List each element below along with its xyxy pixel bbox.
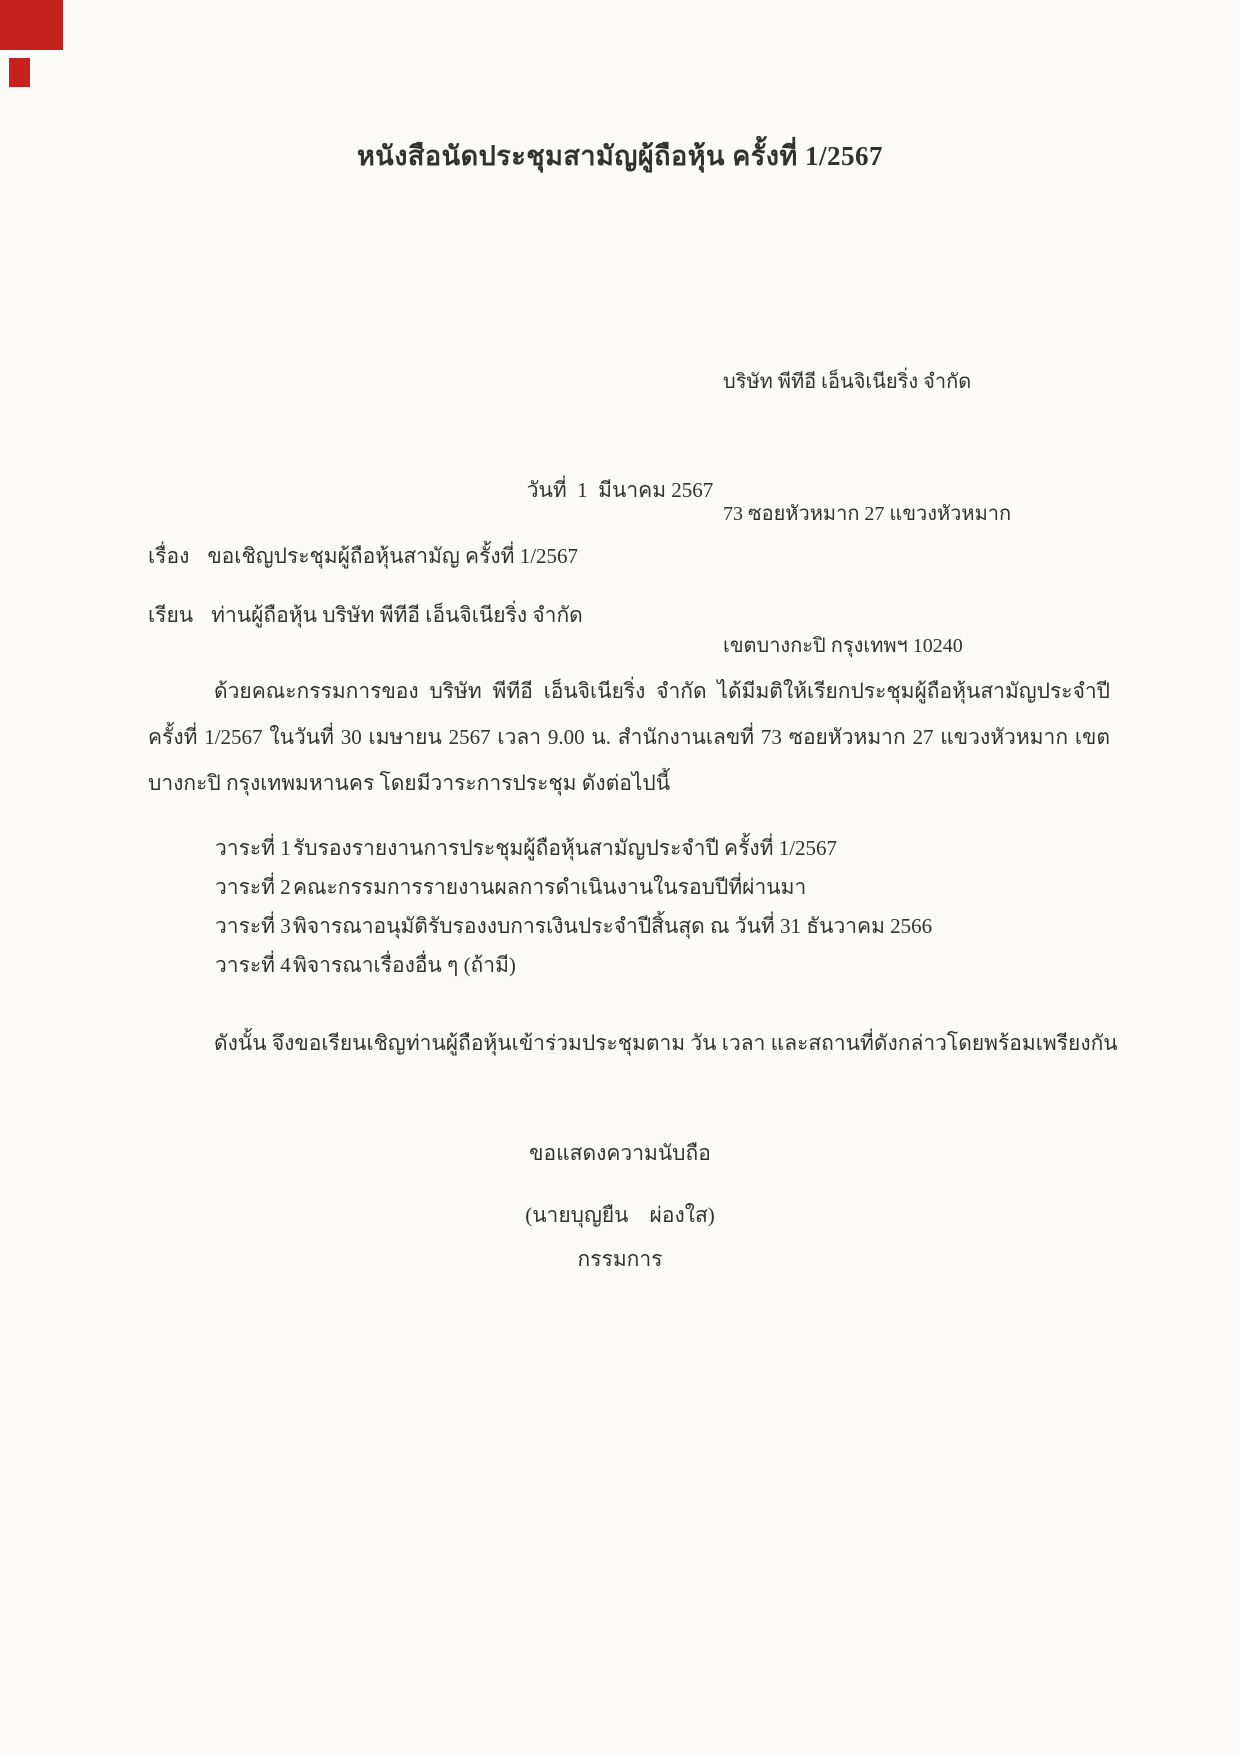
agenda-item-2-label: วาระที่ 2 [215,875,291,899]
scan-artifact-red-mark-small [9,58,30,87]
addressee-text: ท่านผู้ถือหุ้น บริษัท พีทีอี เอ็นจิเนียริ่ง จำกัด [211,603,583,627]
body-paragraph: ด้วยคณะกรรมการของ บริษัท พีทีอี เอ็นจิเนียริ่ง จำกัด ได้มีมติให้เรียกประชุมผู้ถือหุ้นสามัญประจำปี ครั้งที่ 1/2567 ในวันที่ 30 เมษายน 2567 เวลา 9.00 น. สำนักงานเลขที่ 73 ซอยหัวหมาก 27 แขวงหัวหมาก เขตบางกะปิ กรุงเทพมหานคร โดยมีวาระการประชุม ดังต่อไปนี้ [148,679,1110,795]
agenda-item-2 [215,868,932,907]
subject-line [148,540,578,573]
signatory-name: (นายบุญยืน ผ่องใส) [525,1203,715,1227]
addressee-line [148,599,583,632]
agenda-list [215,829,932,985]
document-title: หนังสือนัดประชุมสามัญผู้ถือหุ้น ครั้งที่ 1/2567 [356,141,884,171]
sender-address-line2: เขตบางกะปิ กรุงเทพฯ 10240 [723,635,963,657]
agenda-item-4-label: วาระที่ 4 [215,953,291,977]
letter-date: วันที่ 1 มีนาคม 2567 [526,478,714,502]
agenda-item-4-text: พิจารณาเรื่องอื่น ๆ (ถ้ามี) [293,953,516,977]
agenda-item-2-text: คณะกรรมการรายงานผลการดำเนินงานในรอบปีที่ผ่านมา [293,875,807,899]
signatory-position: กรรมการ [577,1247,663,1271]
scan-artifact-red-mark-corner [0,0,63,50]
subject-text: ขอเชิญประชุมผู้ถือหุ้นสามัญ ครั้งที่ 1/2567 [207,544,579,568]
agenda-item-1 [215,829,932,868]
signature-salutation: ขอแสดงความนับถือ [529,1141,711,1165]
agenda-item-3 [215,907,932,946]
closing-paragraph: ดังนั้น จึงขอเรียนเชิญท่านผู้ถือหุ้นเข้าร่วมประชุมตาม วัน เวลา และสถานที่ดังกล่าวโดยพร้อมเพรียงกัน [214,1031,1118,1055]
agenda-item-4 [215,946,932,985]
subject-label: เรื่อง [148,544,190,568]
agenda-item-3-text: พิจารณาอนุมัติรับรองงบการเงินประจำปีสิ้นสุด ณ วันที่ 31 ธันวาคม 2566 [293,914,933,938]
agenda-item-3-label: วาระที่ 3 [215,914,291,938]
addressee-label: เรียน [148,603,194,627]
sender-address-line1: 73 ซอยหัวหมาก 27 แขวงหัวหมาก [723,503,1012,525]
agenda-item-1-text: รับรองรายงานการประชุมผู้ถือหุ้นสามัญประจำปี ครั้งที่ 1/2567 [293,836,838,860]
agenda-item-1-label: วาระที่ 1 [215,836,291,860]
sender-company: บริษัท พีทีอี เอ็นจิเนียริ่ง จำกัด [723,371,972,393]
